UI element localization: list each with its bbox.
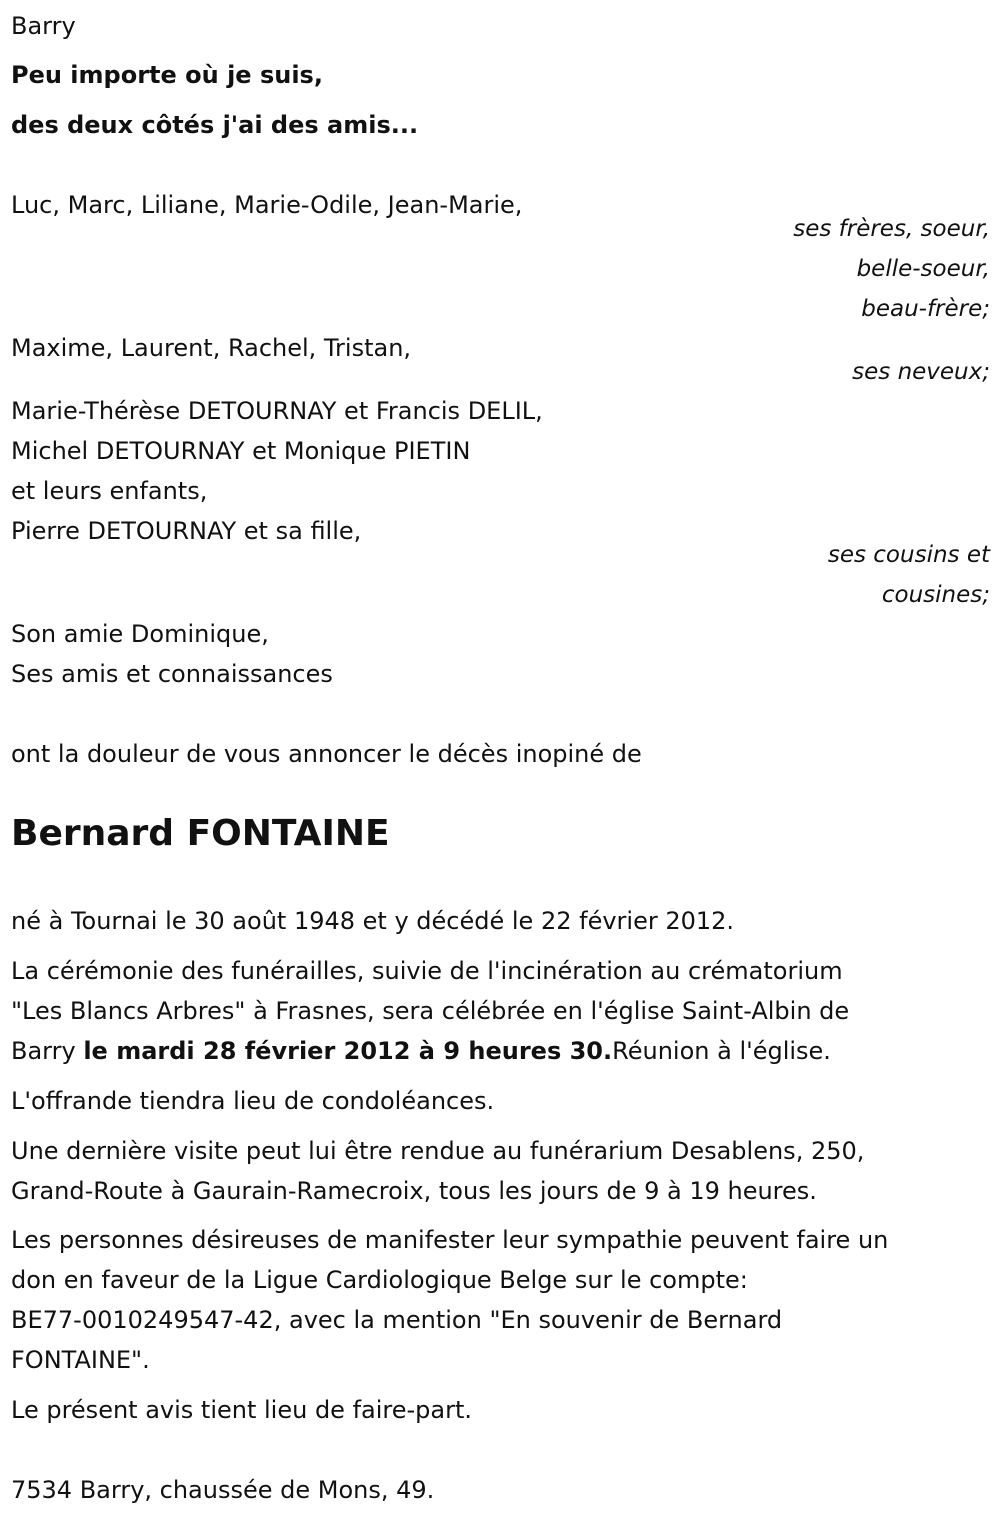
nephews-names: Maxime, Laurent, Rachel, Tristan, (11, 334, 412, 362)
siblings-relation-1: ses frères, soeur, (793, 216, 990, 242)
visit-line-2: Grand-Route à Gaurain-Ramecroix, tous les jours de 9 à 19 heures. (11, 1177, 817, 1205)
friends-line-1: Son amie Dominique, (11, 620, 269, 648)
friends-line-2: Ses amis et connaissances (11, 660, 333, 688)
birth-death-line: né à Tournai le 30 août 1948 et y décédé le 22 février 2012. (11, 907, 735, 935)
offering-line: L'offrande tiendra lieu de condoléances. (11, 1087, 495, 1115)
ceremony-line-1: La cérémonie des funérailles, suivie de l'incinération au crématorium (11, 957, 843, 985)
ceremony-date: le mardi 28 février 2012 à 9 heures 30. (83, 1037, 613, 1065)
donation-line-2: don en faveur de la Ligue Cardiologique Belge sur le compte: (11, 1266, 748, 1294)
ceremony-line-2: "Les Blancs Arbres" à Frasnes, sera célébrée en l'église Saint-Albin de (11, 997, 850, 1025)
quote-line-1: Peu importe où je suis, (11, 61, 323, 89)
cousins-line-3: et leurs enfants, (11, 477, 208, 505)
donation-line-3: BE77-0010249547-42, avec la mention "En souvenir de Bernard (11, 1306, 783, 1334)
cousins-line-1: Marie-Thérèse DETOURNAY et Francis DELIL, (11, 397, 543, 425)
cousins-line-2: Michel DETOURNAY et Monique PIETIN (11, 437, 471, 465)
ceremony-line-3-start: Barry (11, 1037, 84, 1065)
siblings-names: Luc, Marc, Liliane, Marie-Odile, Jean-Marie, (11, 191, 523, 219)
notice-line: Le présent avis tient lieu de faire-part. (11, 1396, 473, 1424)
cousins-relation-2: cousines; (881, 582, 990, 608)
cousins-line-4: Pierre DETOURNAY et sa fille, (11, 517, 362, 545)
donation-line-1: Les personnes désireuses de manifester leur sympathie peuvent faire un (11, 1226, 889, 1254)
ceremony-line-3-end: Réunion à l'église. (612, 1037, 831, 1065)
ceremony-line-3 (11, 1034, 831, 1068)
siblings-relation-3: beau-frère; (861, 296, 990, 322)
deceased-name: Bernard FONTAINE (11, 813, 390, 854)
siblings-relation-2: belle-soeur, (856, 256, 990, 282)
nephews-relation: ses neveux; (852, 359, 990, 385)
address: 7534 Barry, chaussée de Mons, 49. (11, 1476, 435, 1504)
quote-line-2: des deux côtés j'ai des amis... (11, 111, 419, 139)
announcement: ont la douleur de vous annoncer le décès inopiné de (11, 740, 642, 768)
donation-line-4: FONTAINE". (11, 1346, 150, 1374)
place-name: Barry (11, 12, 76, 40)
cousins-relation-1: ses cousins et (827, 542, 990, 568)
visit-line-1: Une dernière visite peut lui être rendue au funérarium Desablens, 250, (11, 1137, 865, 1165)
